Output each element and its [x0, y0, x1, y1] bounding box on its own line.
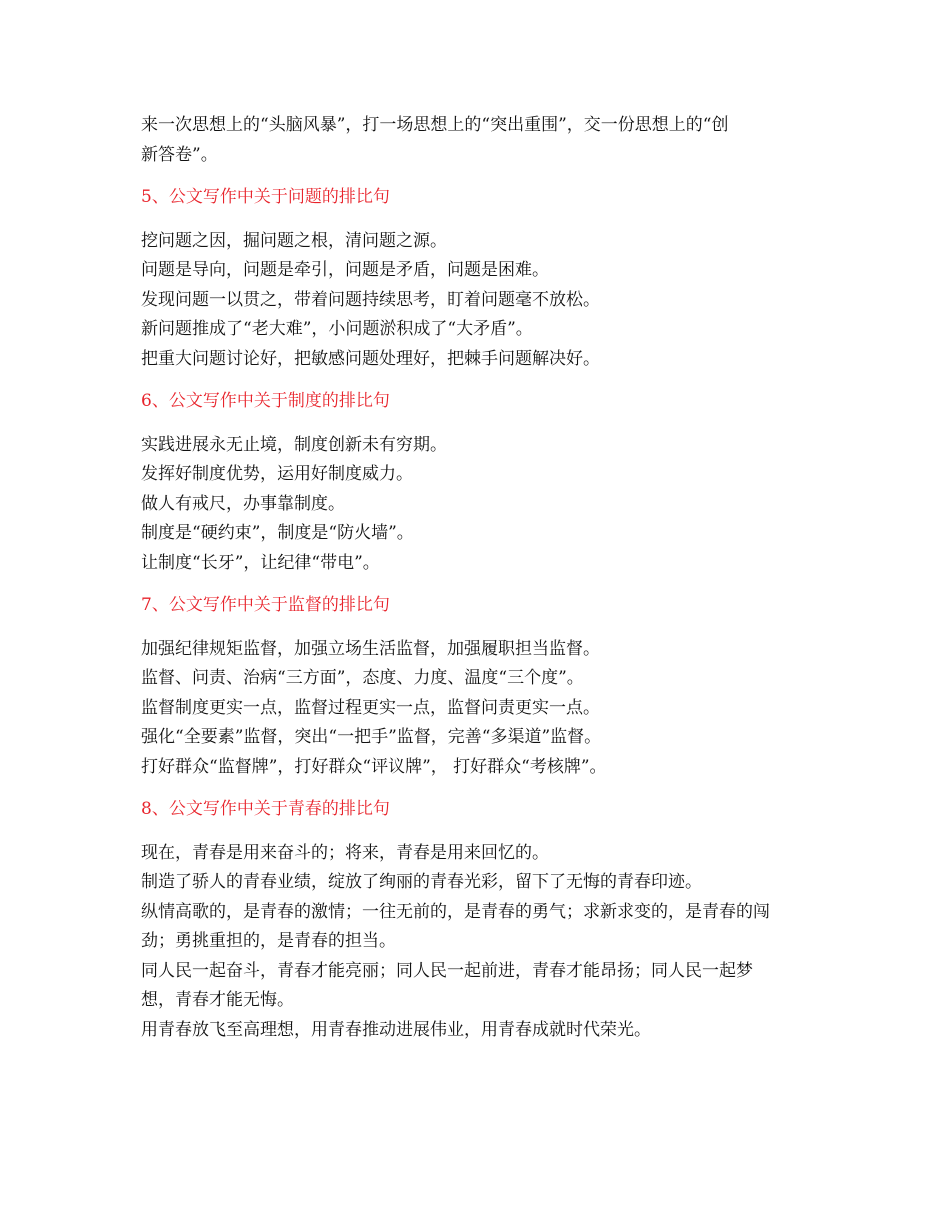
- sentence-line: 加强纪律规矩监督，加强立场生活监督，加强履职担当监督。: [141, 638, 600, 659]
- intro-line: 来一次思想上的“头脑风暴”，打一场思想上的“突出重围”，交一份思想上的“创: [141, 115, 729, 135]
- document-body: [141, 111, 809, 1045]
- sentence-line: 实践进展永无止境，制度创新未有穷期。: [141, 434, 447, 455]
- section-questions: [141, 183, 809, 374]
- sentence-line: 发现问题一以贯之，带着问题持续思考，盯着问题毫不放松。: [141, 289, 600, 310]
- sentence-line: 用青春放飞至高理想，用青春推动进展伟业，用青春成就时代荣光。: [141, 1019, 651, 1040]
- intro-paragraph: [141, 111, 809, 170]
- sentence-line: 挖问题之因，掘问题之根，清问题之源。: [141, 230, 447, 251]
- sentence-line: 让制度“长牙”，让纪律“带电”。: [141, 552, 380, 573]
- sentence-line: 打好群众“监督牌”，打好群众“评议牌”， 打好群众“考核牌”。: [141, 756, 607, 777]
- section-youth: [141, 795, 809, 1045]
- sentence-line: 监督、问责、治病“三方面”，态度、力度、温度“三个度”。: [141, 668, 584, 688]
- sentence-line: 问题是导向，问题是牵引，问题是矛盾，问题是困难。: [141, 260, 549, 280]
- sentence-line: 现在，青春是用来奋斗的；将来，青春是用来回忆的。: [141, 842, 549, 863]
- sentence-line: 制度是“硬约束”，制度是“防火墙”。: [141, 523, 414, 543]
- sentence-line: 同人民一起奋斗，青春才能亮丽；同人民一起前进，青春才能昂扬；同人民一起梦: [141, 960, 753, 981]
- sentence-line: 把重大问题讨论好，把敏感问题处理好，把棘手问题解决好。: [141, 348, 600, 369]
- sentence-line: 发挥好制度优势，运用好制度威力。: [141, 464, 413, 484]
- section-heading: 7、公文写作中关于监督的排比句: [141, 595, 390, 615]
- intro-line: 新答卷”。: [141, 144, 218, 165]
- section-heading: 5、公文写作中关于问题的排比句: [141, 187, 390, 207]
- sentence-line: 劲；勇挑重担的，是青春的担当。: [141, 931, 396, 951]
- sentence-line: 强化“全要素”监督，突出“一把手”监督，完善“多渠道”监督。: [141, 727, 602, 747]
- section-system: [141, 387, 809, 578]
- section-heading: 6、公文写作中关于制度的排比句: [141, 391, 390, 411]
- section-heading: 8、公文写作中关于青春的排比句: [141, 799, 390, 819]
- sentence-line: 想，青春才能无悔。: [141, 990, 294, 1010]
- sentence-line: 做人有戒尺，办事靠制度。: [141, 493, 345, 514]
- sentence-line: 制造了骄人的青春业绩，绽放了绚丽的青春光彩，留下了无悔的青春印迹。: [141, 872, 702, 892]
- sentence-line: 纵情高歌的，是青春的激情；一往无前的，是青春的勇气；求新求变的，是青春的闯: [141, 901, 770, 922]
- sentence-line: 监督制度更实一点，监督过程更实一点，监督问责更实一点。: [141, 697, 600, 718]
- sentence-line: 新问题推成了“老大难”，小问题淤积成了“大矛盾”。: [141, 319, 533, 339]
- section-supervision: [141, 591, 809, 782]
